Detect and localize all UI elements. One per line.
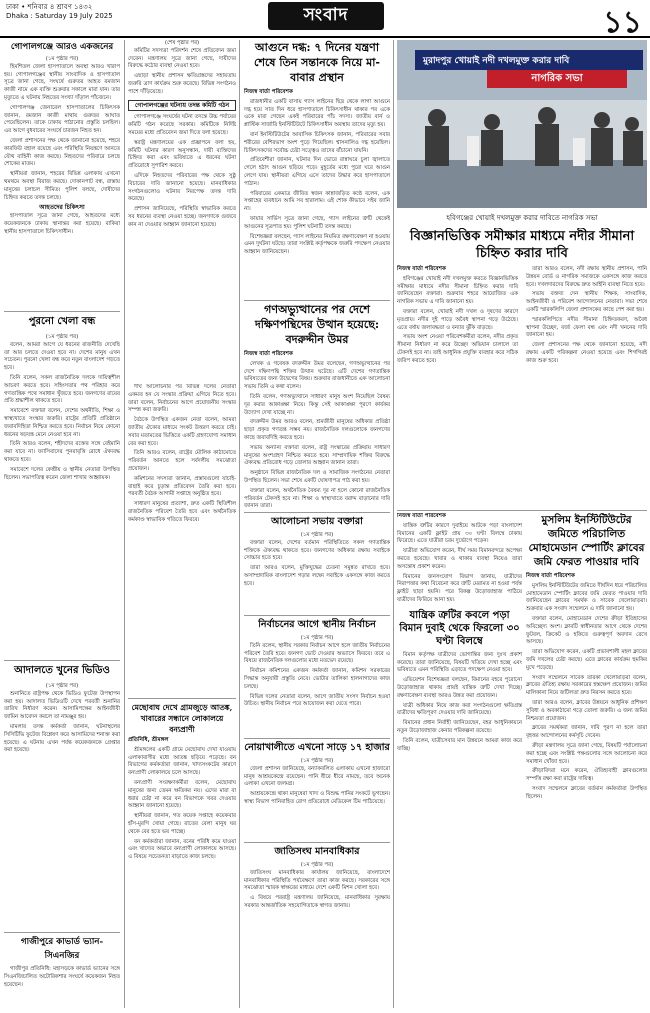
date-line [6,3,113,20]
article-gazipur [4,935,120,1009]
article-body [244,862,390,911]
paragraph: ক্রীড়া মন্ত্রণালয় সূত্রে জানা গেছে, বিষয়টি পর্যালোচনা করা হচ্ছে এবং সংশ্লিষ্ট পক্ষগুলোর সঙ্গে আলোচনা করে সমাধান খোঁজা হবে। [526,742,647,765]
headline: মেছোবাঘ দেখে গ্রামজুড়ে আতঙ্ক, খাবারের সন্ধানে লোকালয়ে বন্যপ্রাণী [131,703,233,734]
paragraph: বন্যপ্রাণী সংরক্ষণকর্মীরা বলেন, মেছোবাঘ মানুষের জন্য তেমন ক্ষতিকর নয়। এদের মারা বা ধরার চেষ্টা না করে বন বিভাগকে খবর দেওয়ার আহ্বান জানানো হয়েছে। [128,779,236,810]
article-body [4,683,120,755]
paragraph: তারা আরও বলেন, মুক্তিযুদ্ধের চেতনা সমুন্নত রাখতে হবে। অসাম্প্রদায়িক বাংলাদেশ গড়ার লক্ষ্যে সবাইকে একসঙ্গে কাজ করতে হবে। [244,565,390,587]
masthead [0,0,650,38]
paragraph: বক্তারা বলেন, মোহামেডান দেশের ক্রীড়া ইতিহাসের অবিচ্ছেদ্য অংশ। ক্লাবটি স্বাধীনতার আগে থেকে দেশের ফুটবল, ক্রিকেট ও হকিতে গুরুত্বপূর্ণ অবদান রেখে আসছে। [526,615,647,646]
article-discussion [244,515,390,613]
paragraph: গাজীপুর প্রতিনিধি: মহাসড়কে কাভার্ড ভ্যানের সঙ্গে সিএনজিচালিত অটোরিকশার সংঘর্ষে কয়েকজন নিহত হয়েছেন। [4,966,120,988]
paragraph: সমাবেশে বক্তারা বলেন, দেশের অর্থনীতি, শিক্ষা ও স্বাস্থ্যখাতে সংস্কার জরুরি। রাষ্ট্রের প্রতিটি প্রতিষ্ঠানে জবাবদিহিতা নিশ্চিত করতে হবে। নির্বাচন নিয়ে কোনো ধরনের ষড়যন্ত্র মেনে নেওয়া হবে না। [4,408,120,438]
article-gopalganj [4,40,120,308]
paragraph: সভায় অংশ নেওয়া পরিবেশকর্মীরা বলেন, নদীর প্রকৃত সীমানা নির্ধারণ না করে উচ্ছেদ অভিযান চালালে তা টেকসই হবে না। তাই আধুনিক প্রযুক্তি ব্যবহার করে সঠিক জরিপ করতে হবে। [397,334,518,364]
paragraph: তারা আরও বলেন, নদী রক্ষায় স্থানীয় প্রশাসন, পানি উন্নয়ন বোর্ড ও নাগরিক সমাজকে একসঙ্গে কাজ করতে হবে। দখলদারদের বিরুদ্ধে দ্রুত আইনি ব্যবস্থা নিতে হবে। [526,266,647,288]
paragraph: বৈঠকে উপস্থিত একজন নেতা বলেন, আমরা জাতীয় ঐক্যের মাধ্যমে সংকট উত্তরণ করতে চাই। সবার মতামতের ভিত্তিতে একটি গ্রহণযোগ্য সমাধান বের করা হবে। [128,417,236,447]
paragraph: স্থানীয়রা জানান, গত কয়েক সপ্তাহে কয়েকবার হাঁস-মুরগি খোয়া গেছে। রাতের বেলা মানুষ ঘর থেকে বের হতে ভয় পাচ্ছে। [128,813,236,835]
article-body [244,635,390,709]
article-river-boundary [397,228,647,508]
paragraph: সংবাদ সম্মেলনে সাবেক তারকা খেলোয়াড়রা বলেন, ক্লাবের ঐতিহ্য রক্ষায় সরকারের হস্তক্ষেপ প্রয়োজন। জমির মালিকানা নিয়ে জটিলতা দ্রুত নিরসন করতে হবে। [526,674,647,697]
article-divider [4,660,120,661]
continued-note: (১ম পৃষ্ঠার পর) [300,862,334,868]
paragraph: এছাড়া স্থানীয় প্রশাসন ক্ষতিগ্রস্তদের সহায়তায় জরুরি ত্রাণ কার্যক্রম শুরু করেছে। বিভিন্ন সংগঠনও পাশে দাঁড়িয়েছে। [128,73,236,95]
paragraph: মামলার তদন্ত কর্মকর্তা জানান, ঘটনাস্থলের সিসিটিভি ফুটেজ বিশ্লেষণ করে আসামিদের শনাক্ত করা হয়েছে। এ ঘটনায় এখন পর্যন্ত কয়েকজনকে গ্রেপ্তার করা হয়েছে। [4,723,120,754]
headline: গোপালগঞ্জে আরও একজনের [10,42,114,52]
article-body [4,334,120,482]
paragraph: তিনি আরও বলেন, শহীদদের রক্তের সঙ্গে বেইমানি করা যাবে না। ফ্যাসিবাদের পুনরাবৃত্তি রোধে ঐক্যবদ্ধ থাকতে হবে। [4,441,120,463]
paragraph: অনুষ্ঠানে বিভিন্ন রাজনৈতিক দল ও সামাজিক সংগঠনের নেতারা উপস্থিত ছিলেন। সভা শেষে একটি ঘোষণাপত্র পাঠ করা হয়। [244,470,390,484]
paragraph: স্বরাষ্ট্র মন্ত্রণালয়ের এক প্রজ্ঞাপনে বলা হয়, কমিটি ঘটনার কারণ অনুসন্ধান, দায়ী ব্যক্তিদের চিহ্নিত করা এবং ভবিষ্যতে এ ধরনের ঘটনা প্রতিরোধে সুপারিশ করবে। [128,139,236,170]
continued-note: (১ম পৃষ্ঠার পর) [45,56,79,62]
article-body [244,351,390,510]
article-divider [397,510,647,511]
continued-note: (১ম পৃষ্ঠার পর) [45,334,79,340]
paragraph: বিমান কর্তৃপক্ষ যাত্রীদের ভোগান্তির জন্য দুঃখ প্রকাশ করেছে। তারা জানিয়েছে, বিষয়টি খতিয়ে দেখা হচ্ছে এবং ভবিষ্যতে এমন পরিস্থিতি এড়াতে পদক্ষেপ নেওয়া হবে। [397,651,522,674]
paragraph: ক্লাবের সমর্থকরা জানান, দাবি পূরণ না হলে তারা বৃহত্তর আন্দোলনের কর্মসূচি দেবেন। [526,725,647,740]
article-divider [244,300,390,301]
article-divider [244,842,390,843]
paragraph: জেলা প্রশাসন জানিয়েছে, বন্যাকবলিত এলাকায় এখনো হাজারো মানুষ আশ্রয়কেন্দ্রে রয়েছেন। পানি ধীরে ধীরে নামছে, তবে অনেক এলাকা এখনো জলমগ্ন। [244,765,390,788]
paragraph: সমাবেশে দলের কেন্দ্রীয় ও স্থানীয় নেতারা উপস্থিত ছিলেন। সভাপতিত্ব করেন জেলা শাখার আহ্বায়ক। [4,466,120,481]
paragraph: বক্তারা বলেন, দেশের বর্তমান পরিস্থিতিতে সকল গণতান্ত্রিক শক্তিকে ঐক্যবদ্ধ থাকতে হবে। জনগণের অধিকার রক্ষায় সবাইকে সোচ্চার হতে হবে। [244,539,390,562]
paragraph: তিনি বলেন, সকল রাজনৈতিক দলকে দায়িত্বশীল আচরণ করতে হবে। সহিংসতার পথ পরিহার করে গণতান্ত্রিক পথে সমাধান খুঁজতে হবে। জনগণের রায়ের প্রতি শ্রদ্ধাশীল থাকতে হবে। [4,374,120,405]
newspaper-logo: সংবাদ [268,2,384,30]
headline: মুসলিম ইনস্টিটিউটের জমিতে পরিচালিত মোহামেডান স্পোর্টিং ক্লাবের জমি ফেরত পাওয়ার দাবি [528,514,645,568]
byline: নিজস্ব বার্তা পরিবেশক [397,266,446,272]
paragraph: তিনি বলেন, গণঅভ্যুত্থানে সাধারণ মানুষ অংশ নিয়েছিল বৈষম্য দূর করার আকাঙ্ক্ষা নিয়ে। কিন্তু সেই আকাঙ্ক্ষা পূরণে কার্যকর উদ্যোগ দেখা যাচ্ছে না। [244,393,390,416]
headline: নোয়াখালীতে এখনো সাড়ে ১৭ হাজার [244,742,390,753]
paragraph: প্রশাসন জানিয়েছে, পরিস্থিতি স্বাভাবিক করতে সব ধরনের ব্যবস্থা নেওয়া হচ্ছে। জনগণকে গুজবে কান না দেওয়ার আহ্বান জানানো হয়েছে। [128,206,236,228]
paragraph: হিমশিতল জেলা হাসপাতালে অবস্থা আরও খারাপ হয়। গোপালগঞ্জের স্থানীয় সাংবাদিক ও হাসপাতাল সূত্রে জানা গেছে, সংঘর্ষে গুরুতর আহত রমজান কাজী নামে এক ব্যক্তি শুক্রবার সকালে মারা যান। তার মৃত্যুতে এ ঘটনায় নিহতের সংখ্যা দাঁড়াল পাঁচজনে। [4,63,120,101]
article-badruddin-umar [244,302,390,510]
headline: বিজ্ঞানভিত্তিক সমীক্ষার মাধ্যমে নদীর সীমানা চিহ্নিত করার দাবি [409,229,635,261]
article-body [128,737,236,862]
paragraph: হবিগঞ্জের খোয়াই নদী দখলমুক্ত করতে বিজ্ঞানভিত্তিক সমীক্ষার মাধ্যমে নদীর সীমানা চিহ্নিত করার দাবি জানিয়েছেন বক্তারা। শুক্রবার শহরে আয়োজিত এক নাগরিক সভায় এ দাবি জানানো হয়। [397,275,518,306]
headline: নির্বাচনের আগে স্থানীয় নির্বাচন [258,619,376,630]
paragraph: কমিশনের সদস্যরা জানান, প্রস্তাবগুলো যাচাই-বাছাই করে চূড়ান্ত প্রতিবেদন তৈরি করা হবে। পরবর্তী বৈঠক আগামী সপ্তাহে অনুষ্ঠিত হবে। [128,475,236,498]
paragraph: যান্ত্রিক ত্রুটির কারণে দুবাইয়ে আটকে পড়া বাংলাদেশ বিমানের একটি ফ্লাইট প্রায় ৩০ ঘণ্টা বিলম্বে ঢাকায় ফিরেছে। এতে যাত্রীরা চরম দুর্ভোগে পড়েন। [397,522,522,545]
article-court-video [4,663,120,913]
headline: গাজীপুরে কাভার্ড ভ্যান-সিএনজির [20,937,104,961]
article-fire-burn [244,40,390,298]
article-body [128,40,236,230]
paragraph: ক্রীড়াবিদরা মনে করেন, ঐতিহ্যবাহী ক্লাবগুলোর সম্পত্তি রক্ষা করা রাষ্ট্রের দায়িত্ব। [526,768,647,783]
subheading: আহতদের চিকিৎসা [39,204,85,212]
headline: যান্ত্রিক ত্রুটির কবলে পড়া বিমান দুবাই থেকে ফিরলো ৩০ ঘণ্টা বিলম্বে [399,609,520,647]
article-fishing-cat [128,702,236,1008]
continued-note: (১ম পৃষ্ঠার পর) [300,758,334,764]
paragraph: কমিটির সদস্যরা পরিদর্শন শেষে প্রতিবেদন জমা দেবেন। মন্ত্রণালয় সূত্রে জানা গেছে, দায়ীদের বিরুদ্ধে কঠোর ব্যবস্থা নেওয়া হবে। [128,47,236,70]
article-old-game [4,314,120,644]
paragraph: যাত্রীরা অভিযোগ করেন, দীর্ঘ সময় বিমানবন্দরে অপেক্ষা করতে হয়েছে। খাবার ও থাকার ব্যবস্থা নিয়েও তারা অসন্তোষ প্রকাশ করেন। [397,548,522,570]
paragraph: তারা অভিযোগ করেন, একটি প্রভাবশালী মহল ক্লাবের জমি দখলের চেষ্টা করছে। এতে ক্লাবের কার্যক্রম হুমকির মুখে পড়েছে। [526,649,647,671]
paragraph: গোপালগঞ্জে সংঘর্ষের ঘটনা তদন্তে উচ্চ পর্যায়ের কমিটি গঠন করেছে সরকার। কমিটিকে নির্দিষ্ট সময়ের মধ্যে প্রতিবেদন জমা দিতে বলা হয়েছে। [128,114,236,136]
paragraph: বক্তারা বলেন, খোয়াই নদী দখল ও দূষণের কারণে মৃতপ্রায়। নদীর দুই পাড়ে অবৈধ স্থাপনা গড়ে উঠেছে। এতে বর্ষায় জলাবদ্ধতা ও বন্যার ঝুঁকি বাড়ছে। [397,308,518,331]
byline: নিজস্ব বার্তা পরিবেশক [397,513,446,519]
paragraph: লেখক ও গবেষক বদরুদ্দীন উমর বলেছেন, গণঅভ্যুত্থানের পর দেশে দক্ষিণপন্থি শক্তির উত্থান ঘটেছে। এটি দেশের গণতান্ত্রিক ভবিষ্যতের জন্য উদ্বেগের বিষয়। শুক্রবার রাজধানীতে এক আলোচনা সভায় তিনি এ কথা বলেন। [244,360,390,391]
headline: আদালতে খুনের ভিডিও [14,665,110,676]
article-mohammedan-club [526,513,647,1009]
article-body [526,573,647,802]
paragraph: বদরুদ্দীন উমর আরও বলেন, শ্রমজীবী মানুষের অধিকার প্রতিষ্ঠা ছাড়া প্রকৃত গণতন্ত্র সম্ভব নয়। রাজনৈতিক দলগুলোকে জনগণের কাছে জবাবদিহি করতে হবে। [244,419,390,441]
byline: নিজস্ব বার্তা পরিবেশক [244,351,293,357]
headline: গণঅভ্যুত্থানের পর দেশে দক্ষিণপন্থিদের উত্থান হয়েছে: বদরুদ্দীন উমর [254,303,380,346]
paragraph: তিনি বলেন, যাত্রীসেবার মান উন্নয়নে আমরা কাজ করে যাচ্ছি। [397,737,522,752]
article-committee [128,40,236,380]
article-divider [4,932,120,933]
paragraph: রাজধানীর একটি বাসায় গ্যাস লাইনের ছিদ্র থেকে লাগা আগুনে দগ্ধ হয়ে সাত দিন ধরে হাসপাতালে চিকিৎসাধীন থাকার পর একে একে মারা গেছেন একই পরিবারের পাঁচ সদস্য। জাতীয় বার্ন ও প্লাস্টিক সার্জারি ইনস্টিটিউটে চিকিৎসাধীন অবস্থায় তাদের মৃত্যু হয়। [244,98,390,129]
paragraph: এভিয়েশন বিশেষজ্ঞরা বলছেন, বিমানের বহরে পুরোনো উড়োজাহাজ থাকায় প্রায়ই যান্ত্রিক ত্রুটি দেখা দিচ্ছে। রক্ষণাবেক্ষণ ব্যবস্থা আরও উন্নত করা প্রয়োজন। [397,677,522,699]
paragraph: বিমানের জনসংযোগ বিভাগ জানায়, যাত্রীদের নিরাপত্তার কথা বিবেচনা করে ত্রুটি মেরামত না হওয়া পর্যন্ত ফ্লাইট ছাড়া হয়নি। পরে বিকল্প উড়োজাহাজ পাঠিয়ে যাত্রীদের ফিরিয়ে আনা হয়। [397,573,522,603]
paragraph: এদিকে নিহতদের পরিবারের পক্ষ থেকে সুষ্ঠু বিচারের দাবি জানানো হয়েছে। মানবাধিকার সংগঠনগুলোও ঘটনার নিরপেক্ষ তদন্ত দাবি করেছে। [128,172,236,203]
paragraph: শুনানিতে রাষ্ট্রপক্ষ থেকে ভিডিও ফুটেজ উপস্থাপন করা হয়। আদালত ভিডিওটি দেখে পরবর্তী শুনানির তারিখ নির্ধারণ করেন। আসামিপক্ষের আইনজীবী জামিন আবেদন করলে তা নামঞ্জুর হয়। [4,690,120,721]
paragraph: বিভিন্ন দলের নেতারা বলেন, আগে জাতীয় সংসদ নির্বাচন হওয়া উচিত। স্থানীয় নির্বাচন পরে আয়োজন করা যেতে পারে। [244,693,390,708]
paragraph: মুসলিম ইনস্টিটিউটের জমিতে দীর্ঘদিন ধরে পরিচালিত মোহামেডান স্পোর্টিং ক্লাবের জমি ফেরত পাওয়ার দাবি জানিয়েছেন ক্লাবের সমর্থক ও সাবেক খেলোয়াড়রা। শুক্রবার এক সংবাদ সম্মেলনে এ দাবি জানানো হয়। [526,582,647,613]
article-un-human-rights [244,845,390,1009]
paragraph: আশ্রয়কেন্দ্রে থাকা মানুষেরা খাদ্য ও বিশুদ্ধ পানির সংকটে ভুগছেন। স্বাস্থ্য বিভাগ পানিবাহিত রোগ প্রতিরোধে মেডিকেল টিম পাঠিয়েছে। [244,791,390,805]
rally-banner-top: মুরাদপুর খোয়াই নদী দখলমুক্ত করার দাবি [415,50,643,70]
article-divider [244,615,390,616]
article-local-election [244,618,390,734]
paragraph: বলেন, আমরা আগে যে ধরনের রাজনীতি দেখেছি তা আর চলতে দেওয়া হবে না। দেশের মানুষ এখন সচেতন। পুরনো খেলা বন্ধ করে নতুন বাংলাদেশ গড়তে হবে। [4,341,120,372]
headline: পুরনো খেলা বন্ধ [28,316,96,327]
article-noakhali [244,741,390,839]
article-divider [4,311,120,312]
subheading: গোপালগঞ্জের ঘটনায় তদন্ত কমিটি গঠন [128,100,236,112]
article-body [397,513,522,605]
continued-note: (১ম পৃষ্ঠার পর) [300,635,334,641]
article-body [244,89,390,257]
byline: নিজস্ব বার্তা পরিবেশক [526,573,575,579]
paragraph: পরিবারের একমাত্র জীবিত স্বজন কান্নাজড়িত কণ্ঠে বলেন, এক সপ্তাহের ব্যবধানে আমি সব হারালাম। এই শোক কীভাবে সইব জানি না। [244,190,390,213]
paragraph: সভায় বক্তব্য দেন স্থানীয় শিক্ষক, সাংবাদিক, আইনজীবী ও পরিবেশ আন্দোলনের নেতারা। সভা শেষে একটি স্মারকলিপি জেলা প্রশাসকের কাছে পেশ করা হয়। [526,291,647,313]
rally-photo [397,40,647,208]
paragraph: এ বিষয়ে পররাষ্ট্র মন্ত্রণালয় জানিয়েছে, মানবাধিকার সুরক্ষায় সরকার আন্তর্জাতিক সহযোগিতাকে স্বাগত জানায়। [244,895,390,909]
paragraph: তিনি আরও বলেন, রাষ্ট্রের মৌলিক কাঠামোতে পরিবর্তন আনতে হলে সর্বদলীয় সমঝোতা প্রয়োজন। [128,450,236,472]
paragraph: জাতিসংঘ মানবাধিকার কার্যালয় জানিয়েছে, বাংলাদেশে মানবাধিকার পরিস্থিতি পর্যবেক্ষণে তারা কাজ করছে। সরকারের সঙ্গে সমঝোতা স্মারক স্বাক্ষরের মাধ্যমে দেশে একটি মিশন খোলা হবে। [244,869,390,892]
article-divider [128,698,236,699]
paragraph: বার্ন ইনস্টিটিউটের আবাসিক চিকিৎসক জানান, পরিবারের সবার শরীরের বেশিরভাগ অংশ পুড়ে গিয়েছিল। শ্বাসনালিও দগ্ধ হয়েছিল। চিকিৎসকদের সর্বোচ্চ চেষ্টা সত্ত্বেও তাদের বাঁচানো যায়নি। [244,131,390,154]
article-body [128,384,236,525]
paragraph: হাসপাতাল সূত্রে জানা গেছে, আহতদের মধ্যে কয়েকজনকে ঢাকায় স্থানান্তর করা হয়েছে। বাকিরা স্থানীয় হাসপাতালে চিকিৎসাধীন। [4,213,120,235]
date-english: Dhaka : Saturday 19 July 2025 [6,11,113,20]
rally-banner-sub: নাগরিক সভা [487,70,627,88]
article-body-cont [397,652,522,754]
paragraph: তিনি বলেন, স্থানীয় সরকার নির্বাচন আগে হলে জাতীয় নির্বাচনের পরিবেশ তৈরি হবে। জনগণ ভোট দেওয়ার অভ্যাসে ফিরবে। তবে এ বিষয়ে রাজনৈতিক দলগুলোর মধ্যে মতভেদ রয়েছে। [244,642,390,665]
article-divider [244,738,390,739]
paragraph: স্মারকলিপিতে নদীর সীমানা চিহ্নিতকরণ, অবৈধ স্থাপনা উচ্ছেদ, বর্জ্য ফেলা বন্ধ এবং নদী খননের দাবি জানানো হয়। [526,316,647,339]
paragraph: স্থানীয়রা জানান, শহরের বিভিন্ন এলাকায় এখনো থমথমে অবস্থা বিরাজ করছে। দোকানপাট বন্ধ, রাস্তায় মানুষের চলাচল সীমিত। পুলিশ বলছে, দোষীদের চিহ্নিত করতে তদন্ত চলছে। [4,171,120,201]
article-body [4,966,120,989]
article-body [244,758,390,807]
continued-note: (১ম পৃষ্ঠার পর) [45,683,79,689]
paragraph: বক্তারা বলেন, অর্থনৈতিক বৈষম্য দূর না হলে কোনো রাজনৈতিক পরিবর্তন টেকসই হবে না। শিক্ষা ও স্বাস্থ্যখাতে বরাদ্দ বাড়ানোর দাবি জানান তারা। [244,487,390,510]
column-rule [239,40,240,1008]
article-divider [244,512,390,513]
headline: আলোচনা সভায় বক্তারা [271,516,363,527]
article-body [397,266,647,368]
date-bangla: ঢাকা • শনিবার ৪ শ্রাবণ ১৪৩২ [6,3,93,11]
column-rule [124,40,125,1008]
article-biman-delay [397,513,522,1009]
byline: প্রতিনিধি, শ্রীমঙ্গল [128,737,169,743]
paragraph: জেলা প্রশাসনের পক্ষ থেকে জানানো হয়েছে, শহরে কারফিউ বহাল রয়েছে এবং পরিস্থিতি নিয়ন্ত্রণে আনতে যৌথ বাহিনী কাজ করছে। নিহতদের পরিবারে চলছে শোকের মাতম। [4,137,120,168]
paragraph: বন কর্মকর্তারা জানান, বনের পরিধি কমে যাওয়া এবং খাদ্যের অভাবে বন্যপ্রাণী লোকালয়ে আসছে। এ বিষয়ে সচেতনতা বাড়াতে কাজ চলছে। [128,838,236,861]
paragraph: গোপালগঞ্জ জেনারেল হাসপাতালের চিকিৎসক জানান, রমজান কাজী মাথায় গুরুতর আঘাত পেয়েছিলেন। তাকে ঢাকায় পাঠানোর প্রস্তুতি চলছিল। এর আগে বুধবারের সংঘর্ষে চারজন নিহত হন। [4,104,120,135]
paragraph: যাত্রী অধিকার নিয়ে কাজ করা সংগঠনগুলো ক্ষতিগ্রস্ত যাত্রীদের ক্ষতিপূরণ দেওয়ার দাবি জানিয়েছে। [397,702,522,717]
article-reform-talks [128,384,236,682]
photo-caption: হবিগঞ্জের খোয়াই দখলমুক্ত করার দাবিতে নাগরিক সভা [446,214,598,222]
column-rule [393,40,394,1008]
article-body [4,56,120,237]
paragraph: শ্রীমঙ্গলের একটি গ্রামে মেছোবাঘ দেখা যাওয়ায় এলাকাবাসীর মধ্যে আতঙ্ক ছড়িয়ে পড়েছে। বন বিভাগের কর্মকর্তারা জানান, খাদ্যসংকটের কারণে বন্যপ্রাণী লোকালয়ে চলে আসছে। [128,746,236,777]
paragraph: জেলা প্রশাসনের পক্ষ থেকে জানানো হয়েছে, নদী রক্ষায় একটি পরিকল্পনা নেওয়া হয়েছে এবং শিগগিরই কাজ শুরু হবে। [526,342,647,364]
paragraph: নির্বাচন কমিশনের একজন কর্মকর্তা জানান, কমিশন সরকারের সিদ্ধান্ত অনুযায়ী প্রস্তুতি নেবে। ভোটার তালিকা হালনাগাদের কাজ চলছে। [244,668,390,690]
paragraph: ফায়ার সার্ভিস সূত্রে জানা গেছে, গ্যাস লাইনের ত্রুটি থেকেই আগুনের সূত্রপাত হয়। পুলিশ ঘটনাটি তদন্ত করছে। [244,215,390,230]
continued-note: (শেষ পৃষ্ঠার পর) [164,40,200,46]
paragraph: সংবাদ সম্মেলনে ক্লাবের বর্তমান কর্মকর্তারা উপস্থিত ছিলেন। [526,785,647,800]
headline: জাতিসংঘ মানবাধিকার [274,846,360,857]
paragraph: সাধারণ মানুষের প্রত্যাশা, দ্রুত একটি স্থিতিশীল রাজনৈতিক পরিবেশ তৈরি হবে এবং অর্থনৈতিক কর্মকাণ্ড স্বাভাবিক গতিতে ফিরবে। [128,501,236,523]
paragraph: বিমানের প্রধান নির্বাহী জানিয়েছেন, বহর আধুনিকায়নে নতুন উড়োজাহাজ কেনার পরিকল্পনা রয়েছে। [397,720,522,734]
article-body [244,532,390,589]
headline: আগুনে দগ্ধ: ৭ দিনের যন্ত্রণা শেষে তিন সন্তানকে নিয়ে মা-বাবার প্রস্থান [254,41,380,84]
byline: নিজস্ব বার্তা পরিবেশক [244,89,293,95]
paragraph: সভায় অন্যান্য বক্তারা বলেন, রাষ্ট্র সংস্কারের প্রক্রিয়ায় সাধারণ মানুষের অংশগ্রহণ নিশ্চিত করতে হবে। সাম্প্রদায়িক শক্তির বিরুদ্ধে ঐক্যবদ্ধ প্রতিরোধ গড়ে তোলার আহ্বান জানান তারা। [244,444,390,467]
continued-note: (১ম পৃষ্ঠার পর) [300,532,334,538]
paragraph: বিশেষজ্ঞরা বলছেন, গ্যাস লাইনের নিয়মিত রক্ষণাবেক্ষণ না হওয়ায় এমন দুর্ঘটনা ঘটছে। তারা সংশ্লিষ্ট কর্তৃপক্ষকে জরুরি পদক্ষেপ নেওয়ার আহ্বান জানিয়েছেন। [244,233,390,256]
paragraph: দীর্ঘ আলোচনার পর বিভিন্ন দলের নেতারা একমত হন যে সংস্কার প্রক্রিয়া এগিয়ে নিতে হবে। তারা বলেন, নির্বাচনের আগে প্রয়োজনীয় সংস্কার সম্পন্ন করা জরুরি। [128,384,236,414]
paragraph: প্রতিবেশীরা জানান, ঘটনার দিন ভোরে রান্নাঘরে চুলা জ্বালাতে গেলে হঠাৎ আগুন ছড়িয়ে পড়ে। মুহূর্তের মধ্যে পুরো ঘরে আগুন লেগে যায়। স্থানীয়রা এগিয়ে এসে তাদের উদ্ধার করে হাসপাতালে পাঠান। [244,157,390,187]
paragraph: তারা আরও বলেন, ক্লাবের উন্নয়নে আধুনিক প্রশিক্ষণ সুবিধা ও অবকাঠামো গড়ে তোলা জরুরি। এ জন্য জমির নিশ্চয়তা প্রয়োজন। [526,699,647,722]
page-number: ১১ [603,5,642,40]
